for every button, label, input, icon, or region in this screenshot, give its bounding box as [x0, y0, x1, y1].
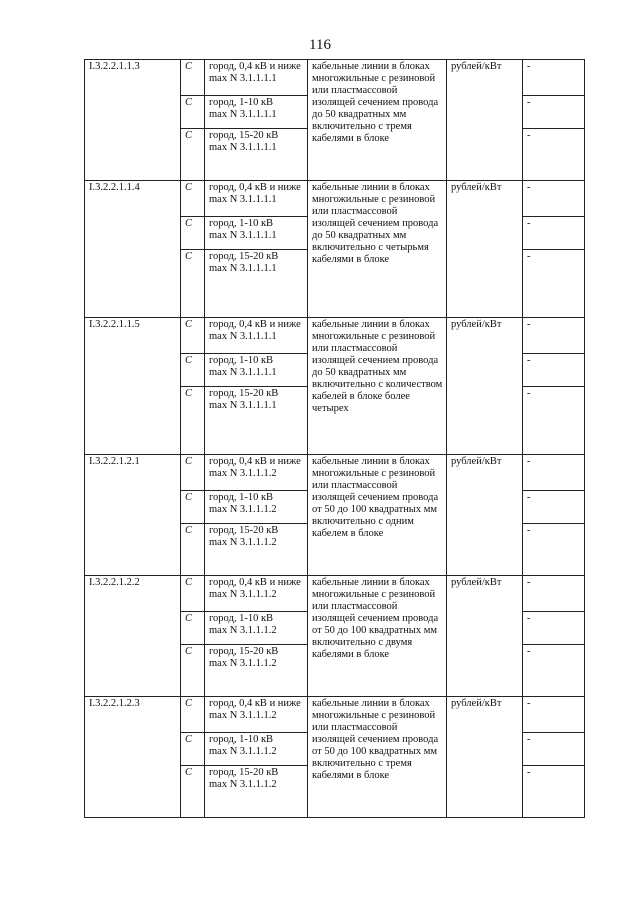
voltage-label: город, 0,4 кВ и ниже: [209, 577, 301, 588]
line-description: кабельные линии в блоках многожильные с резиновой или пластмассовой изолящей сечением провода от 50 до 100 квадратных мм включительно с двумя кабелями в блоке: [308, 576, 447, 697]
value-cell: -: [523, 96, 585, 129]
category-letter: C: [181, 387, 205, 455]
category-letter: C: [181, 455, 205, 491]
value-cell: -: [523, 733, 585, 766]
voltage-label: город, 1-10 кВ: [209, 613, 274, 624]
table-row: [85, 318, 585, 354]
table-row: [85, 576, 585, 612]
max-reference: max N 3.1.1.1.2: [209, 779, 277, 790]
category-letter: C: [181, 250, 205, 318]
unit-cell: рублей/кВт: [447, 455, 523, 576]
max-reference: max N 3.1.1.1.1: [209, 367, 277, 378]
table-row: [85, 60, 585, 96]
category-letter: C: [181, 766, 205, 818]
voltage-label: город, 15-20 кВ: [209, 767, 279, 778]
voltage-cell: [205, 455, 308, 491]
row-code: I.3.2.2.1.1.5: [85, 318, 181, 455]
voltage-label: город, 15-20 кВ: [209, 251, 279, 262]
max-reference: max N 3.1.1.1.1: [209, 400, 277, 411]
voltage-label: город, 15-20 кВ: [209, 525, 279, 536]
max-reference: max N 3.1.1.1.2: [209, 504, 277, 515]
category-letter: C: [181, 491, 205, 524]
voltage-cell: [205, 387, 308, 455]
unit-cell: рублей/кВт: [447, 576, 523, 697]
voltage-cell: [205, 60, 308, 96]
max-reference: max N 3.1.1.1.2: [209, 537, 277, 548]
category-letter: C: [181, 697, 205, 733]
line-description: кабельные линии в блоках многожильные с резиновой или пластмассовой изолящей сечением провода до 50 квадратных мм включительно с четырьмя кабелями в блоке: [308, 181, 447, 318]
voltage-label: город, 1-10 кВ: [209, 355, 274, 366]
unit-cell: рублей/кВт: [447, 60, 523, 181]
unit-cell: рублей/кВт: [447, 697, 523, 818]
max-reference: max N 3.1.1.1.1: [209, 331, 277, 342]
line-description: кабельные линии в блоках многожильные с резиновой или пластмассовой изолящей сечением провода до 50 квадратных мм включительно с количеством кабелей в блоке более четырех: [308, 318, 447, 455]
category-letter: C: [181, 524, 205, 576]
voltage-label: город, 15-20 кВ: [209, 388, 279, 399]
value-cell: -: [523, 250, 585, 318]
voltage-cell: [205, 318, 308, 354]
row-code: I.3.2.2.1.2.2: [85, 576, 181, 697]
value-cell: -: [523, 455, 585, 491]
max-reference: max N 3.1.1.1.1: [209, 73, 277, 84]
category-letter: C: [181, 733, 205, 766]
line-description: кабельные линии в блоках многожильные с резиновой или пластмассовой изолящей сечением провода до 50 квадратных мм включительно с тремя кабелями в блоке: [308, 60, 447, 181]
category-letter: C: [181, 645, 205, 697]
voltage-label: город, 0,4 кВ и ниже: [209, 61, 301, 72]
max-reference: max N 3.1.1.1.2: [209, 468, 277, 479]
category-letter: C: [181, 576, 205, 612]
value-cell: -: [523, 766, 585, 818]
unit-cell: рублей/кВт: [447, 181, 523, 318]
category-letter: C: [181, 181, 205, 217]
value-cell: -: [523, 576, 585, 612]
voltage-cell: [205, 645, 308, 697]
line-description: кабельные линии в блоках многожильные с резиновой или пластмассовой изолящей сечением провода от 50 до 100 квадратных мм включительно с одним кабелем в блоке: [308, 455, 447, 576]
value-cell: -: [523, 645, 585, 697]
tariff-table: [84, 59, 585, 818]
value-cell: -: [523, 217, 585, 250]
category-letter: C: [181, 612, 205, 645]
voltage-cell: [205, 181, 308, 217]
voltage-cell: [205, 697, 308, 733]
max-reference: max N 3.1.1.1.1: [209, 230, 277, 241]
value-cell: -: [523, 524, 585, 576]
max-reference: max N 3.1.1.1.2: [209, 589, 277, 600]
voltage-label: город, 1-10 кВ: [209, 734, 274, 745]
max-reference: max N 3.1.1.1.2: [209, 710, 277, 721]
table-row: [85, 181, 585, 217]
value-cell: -: [523, 60, 585, 96]
table-row: [85, 455, 585, 491]
category-letter: C: [181, 217, 205, 250]
value-cell: -: [523, 318, 585, 354]
value-cell: -: [523, 181, 585, 217]
value-cell: -: [523, 697, 585, 733]
category-letter: C: [181, 318, 205, 354]
voltage-cell: [205, 250, 308, 318]
voltage-label: город, 0,4 кВ и ниже: [209, 319, 301, 330]
voltage-cell: [205, 766, 308, 818]
max-reference: max N 3.1.1.1.1: [209, 109, 277, 120]
voltage-cell: [205, 612, 308, 645]
max-reference: max N 3.1.1.1.1: [209, 263, 277, 274]
value-cell: -: [523, 612, 585, 645]
row-code: I.3.2.2.1.1.3: [85, 60, 181, 181]
voltage-cell: [205, 129, 308, 181]
voltage-cell: [205, 576, 308, 612]
category-letter: C: [181, 129, 205, 181]
max-reference: max N 3.1.1.1.2: [209, 658, 277, 669]
value-cell: -: [523, 354, 585, 387]
page-number: 116: [309, 37, 331, 53]
voltage-label: город, 15-20 кВ: [209, 646, 279, 657]
voltage-label: город, 0,4 кВ и ниже: [209, 698, 301, 709]
voltage-cell: [205, 733, 308, 766]
category-letter: C: [181, 354, 205, 387]
row-code: I.3.2.2.1.2.3: [85, 697, 181, 818]
max-reference: max N 3.1.1.1.2: [209, 746, 277, 757]
max-reference: max N 3.1.1.1.1: [209, 194, 277, 205]
voltage-label: город, 0,4 кВ и ниже: [209, 182, 301, 193]
value-cell: -: [523, 387, 585, 455]
row-code: I.3.2.2.1.2.1: [85, 455, 181, 576]
line-description: кабельные линии в блоках многожильные с резиновой или пластмассовой изолящей сечением провода от 50 до 100 квадратных мм включительно с тремя кабелями в блоке: [308, 697, 447, 818]
voltage-cell: [205, 217, 308, 250]
value-cell: -: [523, 129, 585, 181]
max-reference: max N 3.1.1.1.1: [209, 142, 277, 153]
value-cell: -: [523, 491, 585, 524]
voltage-cell: [205, 491, 308, 524]
category-letter: C: [181, 96, 205, 129]
voltage-label: город, 1-10 кВ: [209, 97, 274, 108]
category-letter: C: [181, 60, 205, 96]
voltage-cell: [205, 354, 308, 387]
voltage-label: город, 15-20 кВ: [209, 130, 279, 141]
table-row: [85, 697, 585, 733]
voltage-cell: [205, 96, 308, 129]
voltage-label: город, 0,4 кВ и ниже: [209, 456, 301, 467]
voltage-label: город, 1-10 кВ: [209, 218, 274, 229]
voltage-label: город, 1-10 кВ: [209, 492, 274, 503]
max-reference: max N 3.1.1.1.2: [209, 625, 277, 636]
unit-cell: рублей/кВт: [447, 318, 523, 455]
voltage-cell: [205, 524, 308, 576]
row-code: I.3.2.2.1.1.4: [85, 181, 181, 318]
